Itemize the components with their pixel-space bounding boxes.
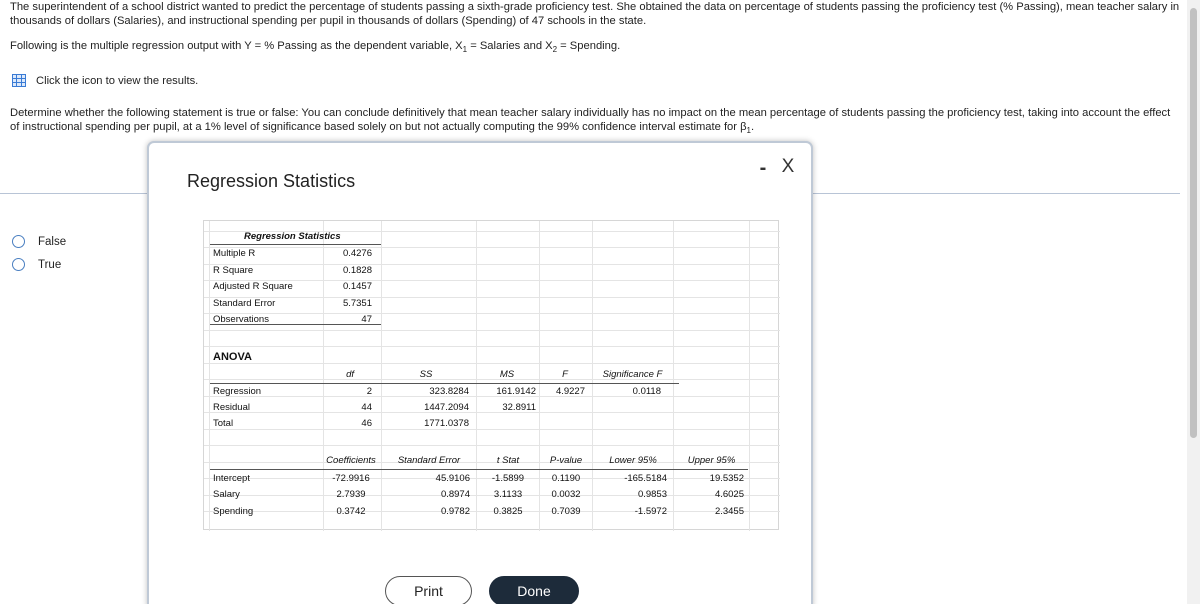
- coef-value: -72.9916: [332, 473, 370, 484]
- stats-label: Multiple R: [213, 248, 256, 259]
- coef-lower: -1.5972: [634, 506, 667, 517]
- regression-output-table: [203, 220, 779, 530]
- anova-sig: 0.0118: [632, 386, 661, 397]
- print-button[interactable]: Print: [385, 576, 472, 604]
- stats-value: 0.1828: [342, 265, 372, 276]
- option-false[interactable]: [12, 230, 66, 253]
- anova-ss: 1771.0378: [424, 418, 469, 429]
- stats-value: 0.1457: [342, 281, 372, 292]
- coef-t: 0.3825: [493, 506, 523, 517]
- stats-value: 5.7351: [342, 298, 372, 309]
- anova-df: 44: [361, 402, 372, 413]
- radio-true[interactable]: [12, 258, 25, 271]
- coef-upper: 4.6025: [714, 489, 744, 500]
- coef-se: 45.9106: [435, 473, 470, 484]
- stats-label: Standard Error: [213, 298, 276, 309]
- problem-text: [10, 0, 1185, 28]
- view-results-label: Click the icon to view the results.: [36, 74, 199, 87]
- anova-df: 46: [361, 418, 372, 429]
- option-false-label: False: [38, 235, 67, 248]
- anova-df: 2: [366, 386, 372, 397]
- stats-value: 0.4276: [342, 248, 372, 259]
- coef-p: 0.1190: [551, 473, 581, 484]
- anova-col-f: F: [562, 369, 568, 380]
- stats-label: R Square: [213, 265, 254, 276]
- anova-row-label: Total: [213, 418, 234, 429]
- coef-t: 3.1133: [493, 489, 523, 500]
- minimize-button[interactable]: -: [759, 157, 767, 179]
- option-true[interactable]: [12, 253, 66, 276]
- coef-se: 0.8974: [440, 489, 470, 500]
- coef-p: 0.0032: [551, 489, 581, 500]
- answer-options: [12, 230, 66, 276]
- subscript-2: 2: [552, 45, 558, 54]
- coef-se: 0.9782: [440, 506, 470, 517]
- coef-p: 0.7039: [551, 506, 581, 517]
- coef-lower: -165.5184: [624, 473, 667, 484]
- close-button[interactable]: X: [781, 156, 795, 177]
- coef-value: 2.7939: [336, 489, 366, 500]
- regression-intro: [10, 40, 620, 54]
- statement-end: .: [751, 121, 755, 133]
- coef-col-lower: Lower 95%: [609, 455, 657, 466]
- stats-label: Adjusted R Square: [213, 281, 293, 292]
- coef-col-stderr: Standard Error: [397, 455, 461, 466]
- dialog-title: Regression Statistics: [187, 171, 356, 191]
- coef-col-tstat: t Stat: [496, 455, 520, 466]
- view-results-link[interactable]: [12, 74, 198, 87]
- scrollbar-thumb[interactable]: [1190, 8, 1197, 438]
- coef-upper: 2.3455: [714, 506, 744, 517]
- stats-value: 47: [361, 314, 372, 325]
- option-true-label: True: [38, 258, 62, 271]
- anova-col-df: df: [346, 369, 354, 380]
- coef-col-upper: Upper 95%: [687, 455, 736, 466]
- question-statement: [10, 106, 1180, 138]
- page-scrollbar[interactable]: [1187, 0, 1200, 604]
- regression-intro-a: Following is the multiple regression output with Y = % Passing as the dependent variable, X: [10, 40, 463, 52]
- anova-col-sig: Significance F: [602, 369, 663, 380]
- coef-value: 0.3742: [336, 506, 366, 517]
- coef-row-label: Salary: [213, 489, 240, 500]
- problem-paragraph: The superintendent of a school district wanted to predict the percentage of students passing a sixth-grade proficiency test. She obtained the data on percentage of students passing the proficiency test (% Passing), mean teacher salary in thousands of dollars (Salaries), and instructional spending per pupil in thousands of dollars (Spending) of 47 schools in the state.: [10, 1, 1180, 27]
- coef-col-pvalue: P-value: [549, 455, 583, 466]
- anova-ms: 32.8911: [502, 402, 536, 413]
- statement-subscript: 1: [746, 126, 751, 135]
- coef-row-label: Spending: [213, 506, 254, 517]
- table-grid-icon[interactable]: [12, 74, 26, 87]
- anova-col-ms: MS: [499, 369, 515, 380]
- anova-row-label: Regression: [213, 386, 262, 397]
- coef-t: -1.5899: [491, 473, 525, 484]
- anova-header: ANOVA: [213, 351, 252, 363]
- stats-label: Observations: [213, 314, 269, 325]
- coef-lower: 0.9853: [637, 489, 667, 500]
- anova-ss: 323.8284: [429, 386, 469, 397]
- radio-false[interactable]: [12, 235, 25, 248]
- regression-intro-c: = Spending.: [557, 40, 621, 52]
- done-button[interactable]: Done: [489, 576, 579, 604]
- coef-upper: 19.5352: [709, 473, 744, 484]
- subscript-1: 1: [462, 45, 468, 54]
- stats-header: Regression Statistics: [244, 231, 341, 242]
- anova-ss: 1447.2094: [424, 402, 469, 413]
- anova-ms: 161.9142: [496, 386, 536, 397]
- results-dialog: [147, 141, 813, 604]
- anova-row-label: Residual: [213, 402, 250, 413]
- anova-col-ss: SS: [419, 369, 433, 380]
- regression-intro-b: = Salaries and X: [467, 40, 553, 52]
- anova-f: 4.9227: [555, 386, 585, 397]
- coef-col-coefficients: Coefficients: [326, 455, 376, 466]
- statement-text: Determine whether the following statement is true or false: You can conclude definitively that mean teacher salary individually has no impact on the mean percentage of students passing the proficiency test, taking into account the effect of instructional spending per pupil, at a 1% level of significance based solely on but not actually computing the 99% confidence interval estimate for β: [10, 107, 1171, 133]
- coef-row-label: Intercept: [213, 473, 250, 484]
